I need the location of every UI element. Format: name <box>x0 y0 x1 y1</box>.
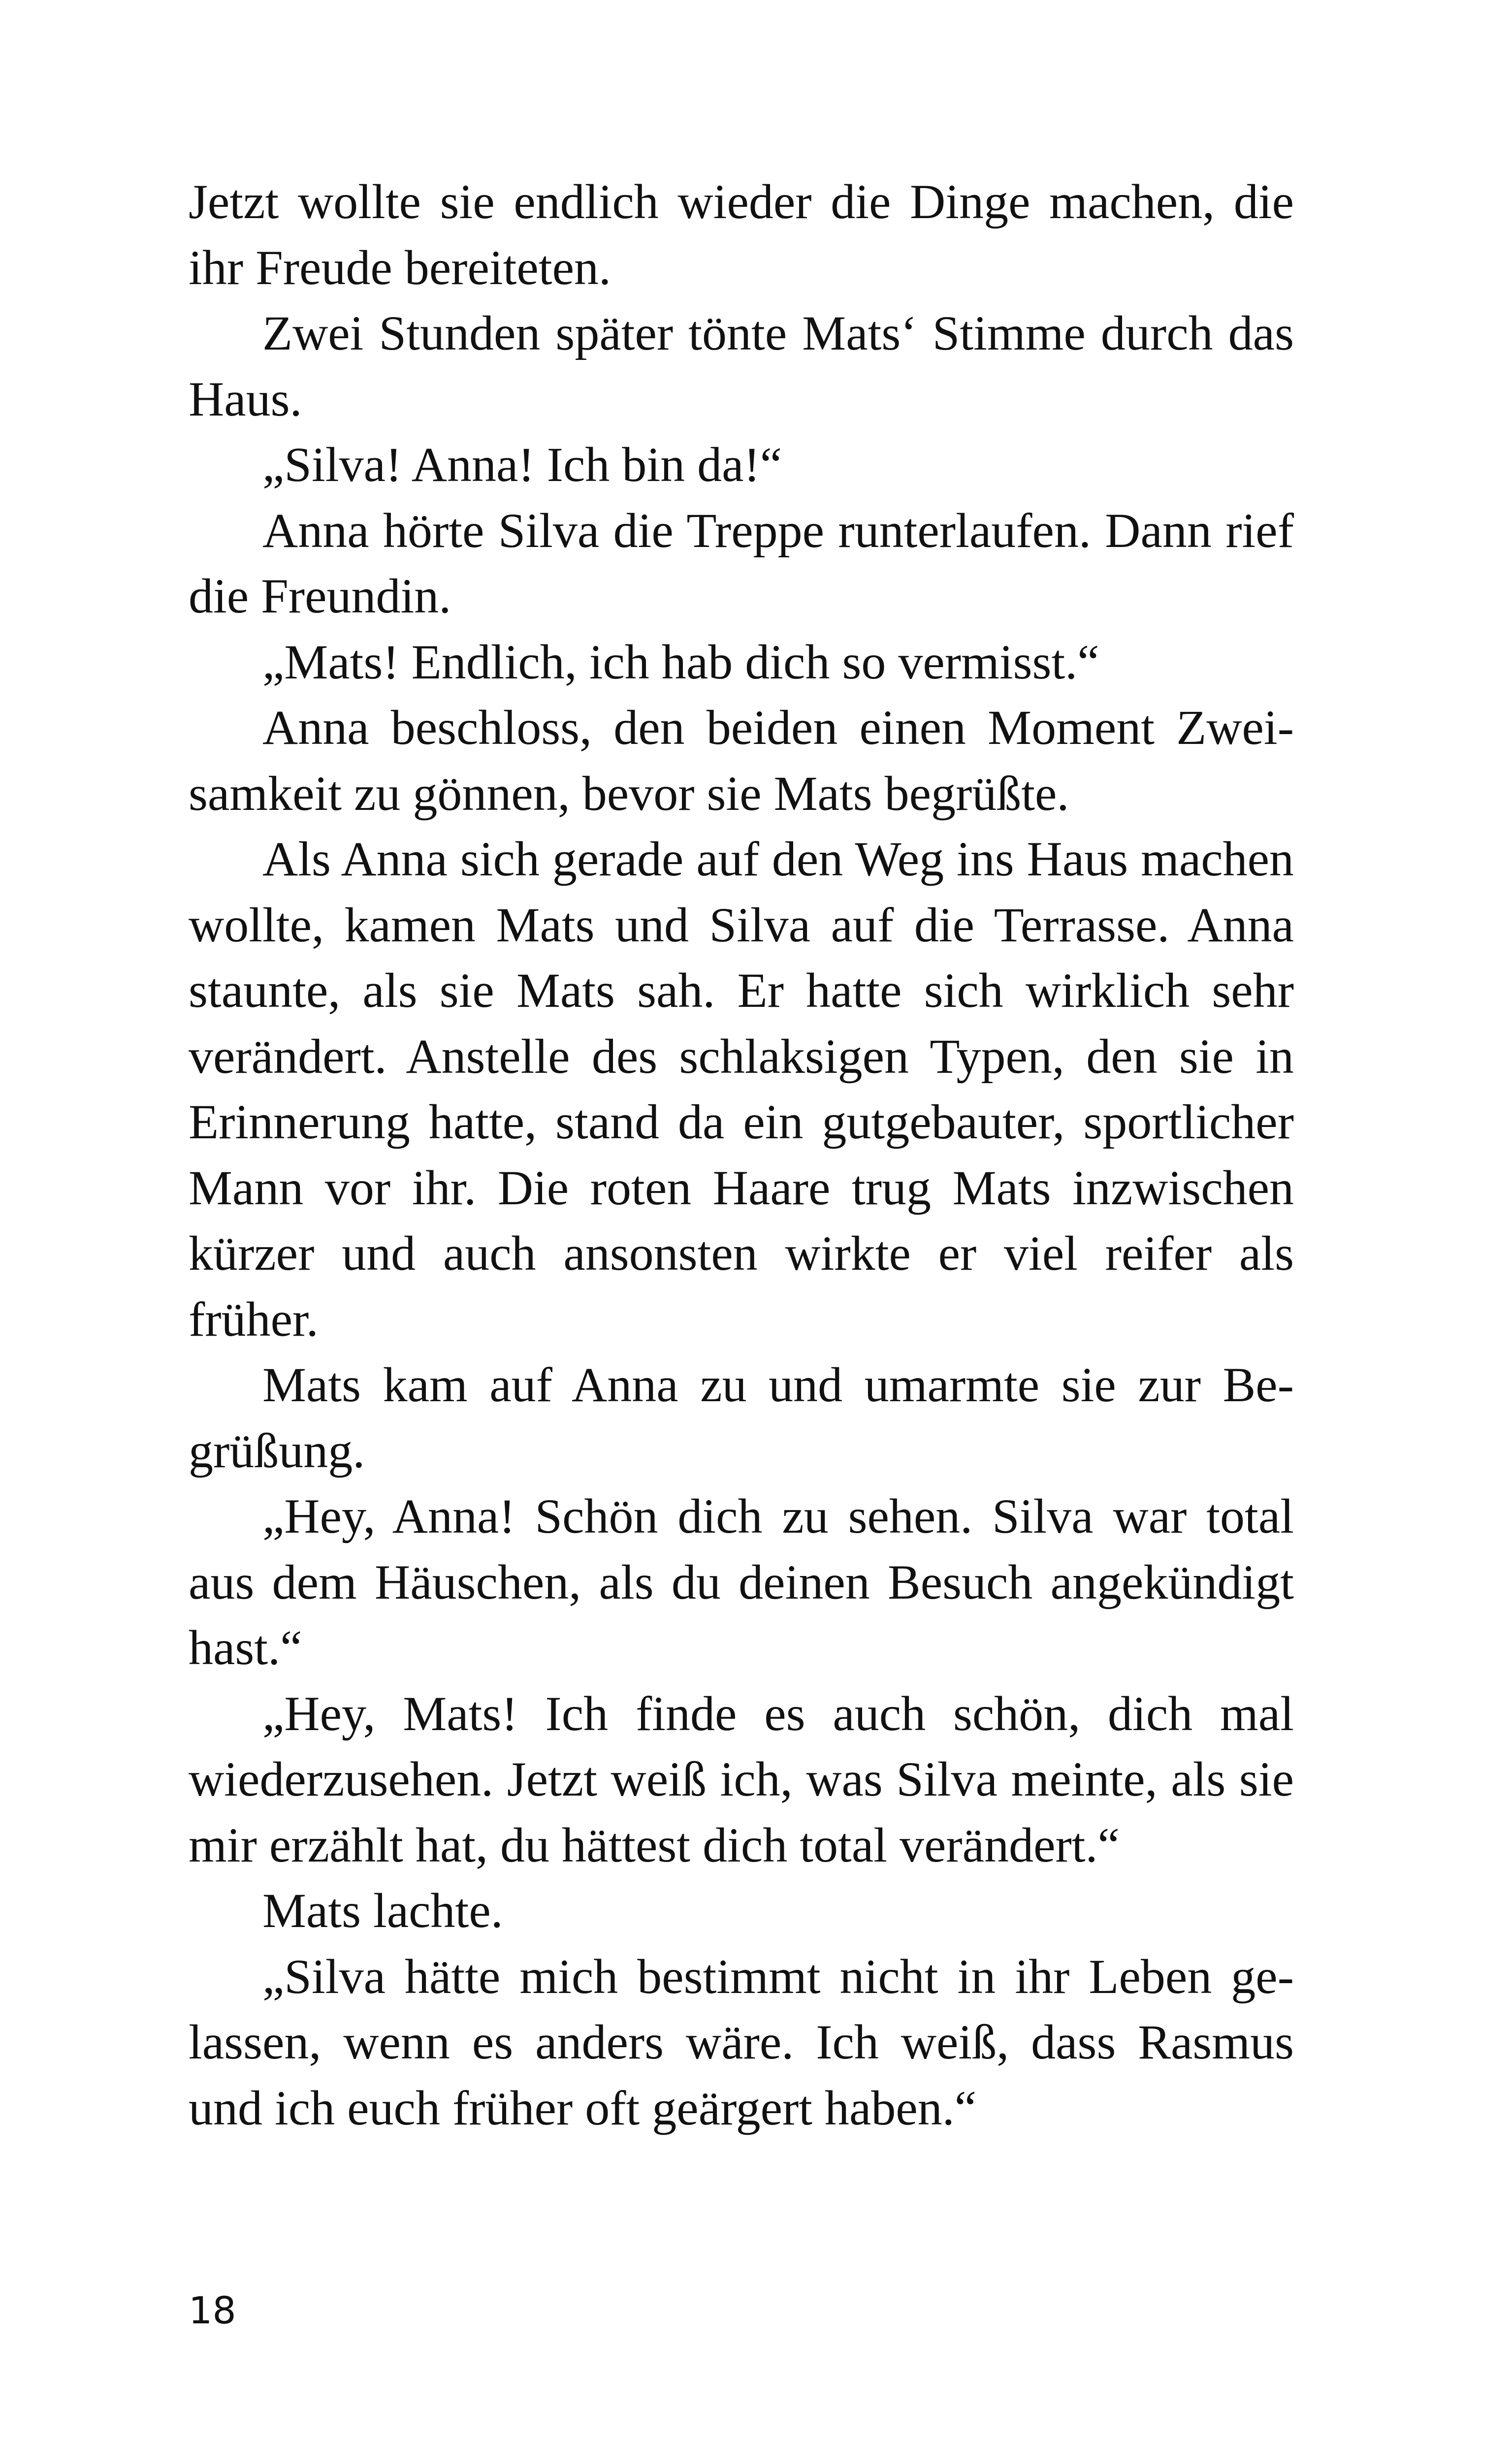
page-number: 18 <box>189 2288 236 2332</box>
paragraph: Jetzt wollte sie endlich wieder die Dinge machen, die ihr Freude bereiteten. <box>189 174 1294 295</box>
body-text <box>189 169 1294 2141</box>
paragraph: Anna beschloss, den beiden einen Moment Zweisamkeit zu gönnen, bevor sie Mats begrüßte. <box>189 700 1294 821</box>
paragraph: Zwei Stunden später tönte Mats‘ Stimme durch das Haus. <box>189 306 1294 426</box>
paragraph: „Silva hätte mich bestimmt nicht in ihr Leben gelassen, wenn es anders wäre. Ich weiß, dass Rasmus und ich euch früher oft geärgert haben.“ <box>189 1949 1294 2135</box>
paragraph: Mats kam auf Anna zu und umarmte sie zur Begrüßung. <box>189 1357 1294 1478</box>
paragraph: „Hey, Anna! Schön dich zu sehen. Silva war total aus dem Häuschen, als du deinen Besuch angekündigt hast.“ <box>189 1489 1294 1675</box>
paragraph: „Hey, Mats! Ich finde es auch schön, dich mal wiederzusehen. Jetzt weiß ich, was Silva meinte, als sie mir erzählt hat, du hättest dich total verändert.“ <box>189 1686 1294 1872</box>
paragraph: „Silva! Anna! Ich bin da!“ <box>262 437 782 492</box>
paragraph: Mats lachte. <box>262 1883 503 1938</box>
paragraph: Anna hörte Silva die Treppe runterlaufen. Dann rief die Freundin. <box>189 503 1294 623</box>
paragraph: „Mats! Endlich, ich hab dich so vermisst.“ <box>262 634 1099 689</box>
paragraph: Als Anna sich gerade auf den Weg ins Haus machen wollte, kamen Mats und Silva auf die Terrasse. Anna staunte, als sie Mats sah. Er hatte sich wirklich sehr verändert. Anstelle des schlaksigen Typen, den sie in Erinnerung hatte, stand da ein gutgebauter, sportlicher Mann vor ihr. Die roten Haare trug Mats inzwischen kürzer und auch ansonsten wirkte er viel reifer als früher. <box>189 832 1294 1347</box>
